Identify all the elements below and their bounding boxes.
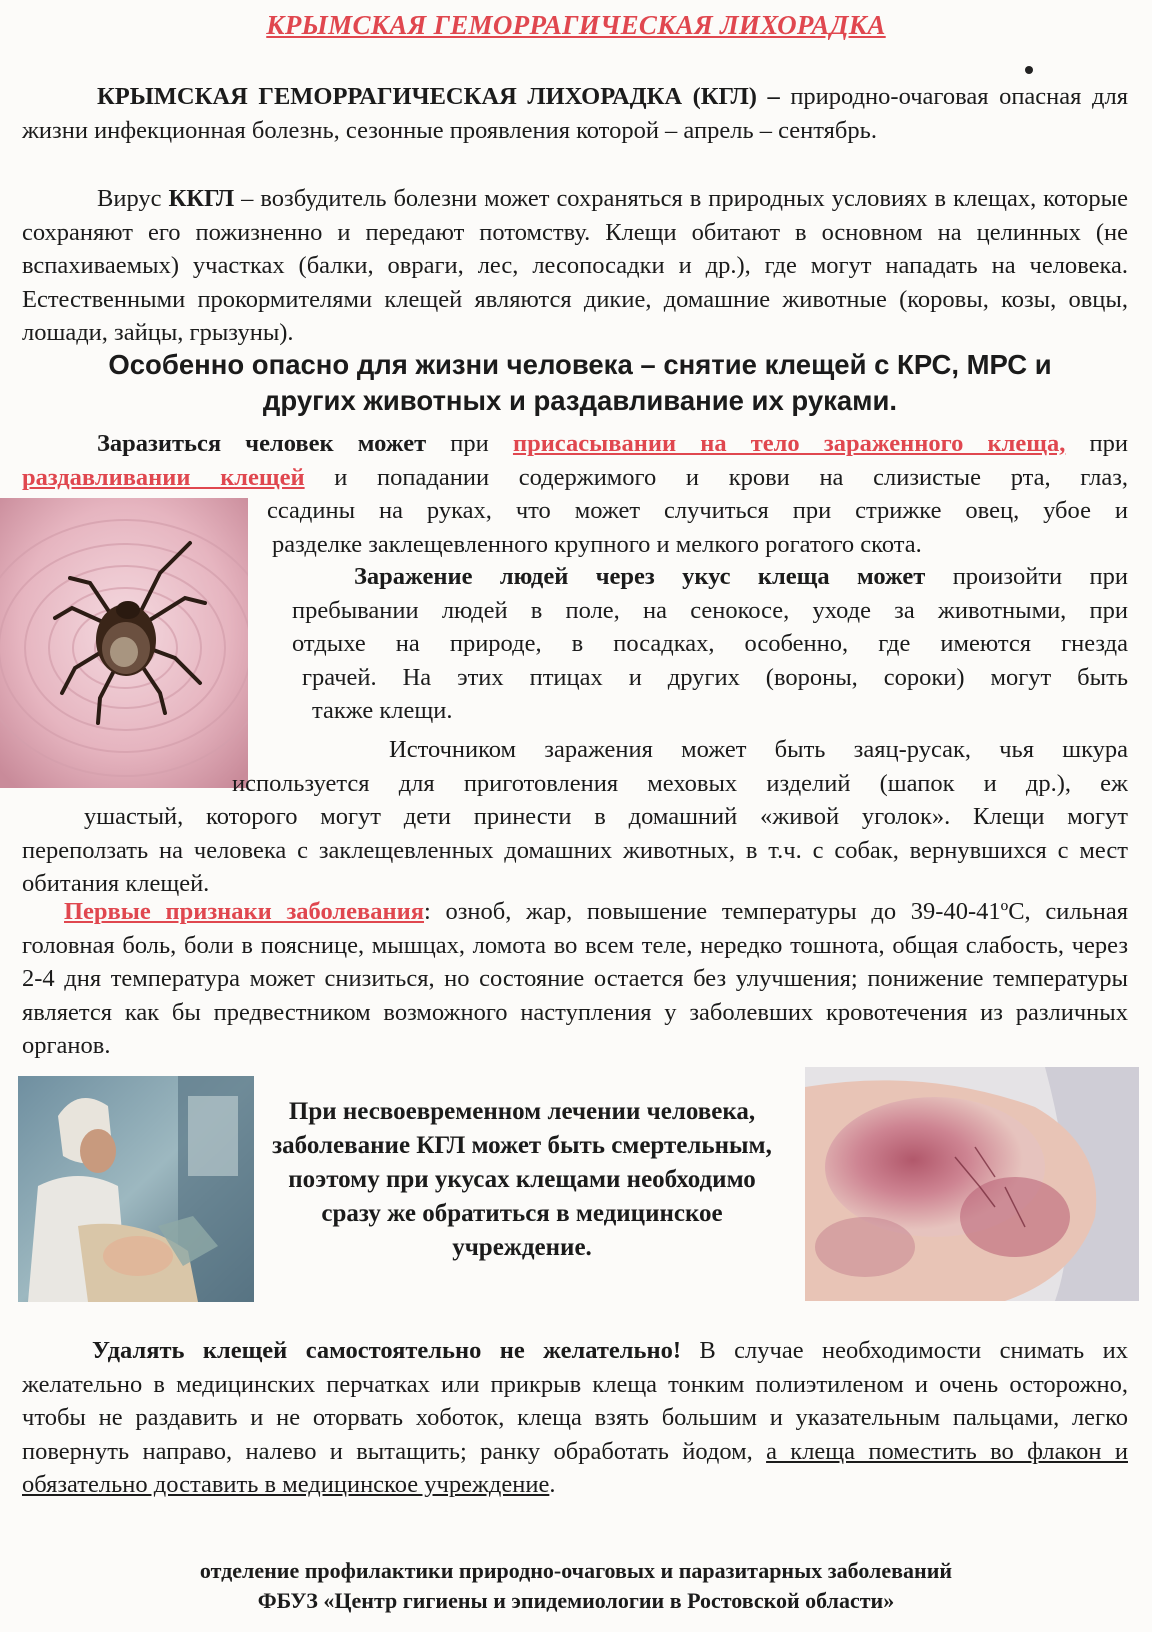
bite-line-3: отдыхе на природе, в посадках, особенно, где имеются гнезда xyxy=(292,630,1128,657)
hospital-patient-photo xyxy=(18,1076,254,1302)
infection-text-2: при xyxy=(1065,430,1128,457)
bite-bold: Заражение людей через укус клеща может xyxy=(354,563,926,590)
bite-line-2: пребывании людей в поле, на сенокосе, уходе за животными, при xyxy=(292,596,1128,624)
intro-text: природно-очаговая опасная для жизни инфекционная болезнь, сезонные проявления которой – апрель – сентябрь. xyxy=(22,83,1128,144)
bruised-arm-photo xyxy=(805,1067,1139,1301)
footer-department: отделение профилактики природно-очаговых и паразитарных заболеваний xyxy=(199,1558,953,1583)
bite-line-4: грачей. На этих птицах и других (вороны, сороки) могут быть xyxy=(302,663,1128,691)
infection-red-2: раздавливании клещей xyxy=(22,463,305,491)
treatment-warning: При несвоевременном лечении человека, заболевание КГЛ может быть смертельным, поэтому при укусах клещами необходимо сразу же обратиться в медицинское учреждение. xyxy=(272,1098,772,1261)
source-rest: переползать на человека с заклещевленных домашних животных, в т.ч. с собак, вернувшихся с мест обитания клещей. xyxy=(22,836,1128,897)
removal-text: В случае необходимости снимать их желательно в медицинских перчатках или прикрыв клеща тонким полиэтиленом и очень осторожно, чтобы не раздавить и не оторвать хоботок, клеща взять большим и указательным пальцами, легко повернуть направо, налево и вытащить; ранку обработать йодом, xyxy=(22,1337,1128,1465)
bite-text-1: произойти при xyxy=(925,563,1128,590)
infection-bold: Заразиться человек может xyxy=(97,430,427,457)
danger-warning: Особенно опасно для жизни человека – снятие клещей с КРС, МРС и других животных и раздавливание их руками. xyxy=(108,349,1052,416)
symptoms-red: Первые признаки заболевания xyxy=(64,898,424,925)
bite-line-5: также клещи. xyxy=(312,697,453,724)
virus-text: – возбудитель болезни может сохраняться в природных условиях в клещах, которые сохраняют его пожизненно и передают потомству. Клещи обитают в основном на целинных (не вспахиваемых) участках (балки, овраги, лес, лесопосадки и др.), где могут нападать на человека. Естественными прокормителями клещей являются дикие, домашние животные (коровы, козы, овцы, лошади, зайцы, грызуны). xyxy=(22,185,1128,346)
footer-organization: ФБУЗ «Центр гигиены и эпидемиологии в Ростовской области» xyxy=(257,1588,895,1613)
symptoms-paragraph xyxy=(22,895,1128,1063)
infection-line-4: разделке заклещевленного крупного и мелкого рогатого скота. xyxy=(272,530,922,558)
bite-paragraph xyxy=(292,560,1128,728)
source-line-2: используется для приготовления меховых изделий (шапок и др.), еж xyxy=(232,769,1128,797)
virus-bold: ККГЛ xyxy=(168,185,235,212)
infection-text-1: при xyxy=(426,430,513,457)
footer xyxy=(0,1556,1152,1616)
intro-bold: КРЫМСКАЯ ГЕМОРРАГИЧЕСКАЯ ЛИХОРАДКА (КГЛ) – xyxy=(97,83,780,110)
removal-bold: Удалять клещей самостоятельно не желательно! xyxy=(92,1337,681,1364)
page-title: КРЫМСКАЯ ГЕМОРРАГИЧЕСКАЯ ЛИХОРАДКА xyxy=(266,10,886,40)
source-paragraph xyxy=(22,733,1128,901)
source-line-1: Источником заражения может быть заяц-русак, чья шкура xyxy=(389,736,1128,763)
symptoms-text: : озноб, жар, повышение температуры до 39-40-41ºС, сильная головная боль, боли в пояснице, мышцах, ломота во всем теле, нередко тошнота, общая слабость, через 2-4 дня температура может снизиться, но состояние остается без улучшения; понижение температуры является как бы предвестником возможного наступления у заболевших кровотечения из различных органов. xyxy=(22,898,1128,1059)
ink-dot xyxy=(1025,66,1033,74)
intro-paragraph xyxy=(22,80,1128,147)
removal-paragraph xyxy=(22,1334,1128,1502)
infection-line-3: ссадины на руках, что может случиться при стрижке овец, убое и xyxy=(267,497,1128,524)
source-line-3: ушастый, которого могут дети принести в домашний «живой уголок». Клещи могут xyxy=(84,803,1128,830)
removal-end: . xyxy=(549,1471,556,1498)
removal-underlined: а клеща поместить во флакон и обязательно доставить в медицинское учреждение xyxy=(22,1437,1128,1498)
virus-lead: Вирус xyxy=(97,185,169,212)
infection-red-1: присасывании на тело зараженного клеща, xyxy=(512,430,1066,457)
virus-paragraph xyxy=(22,182,1128,350)
infection-text-3: и попадании содержимого и крови на слизистые рта, глаз, xyxy=(304,463,1129,491)
